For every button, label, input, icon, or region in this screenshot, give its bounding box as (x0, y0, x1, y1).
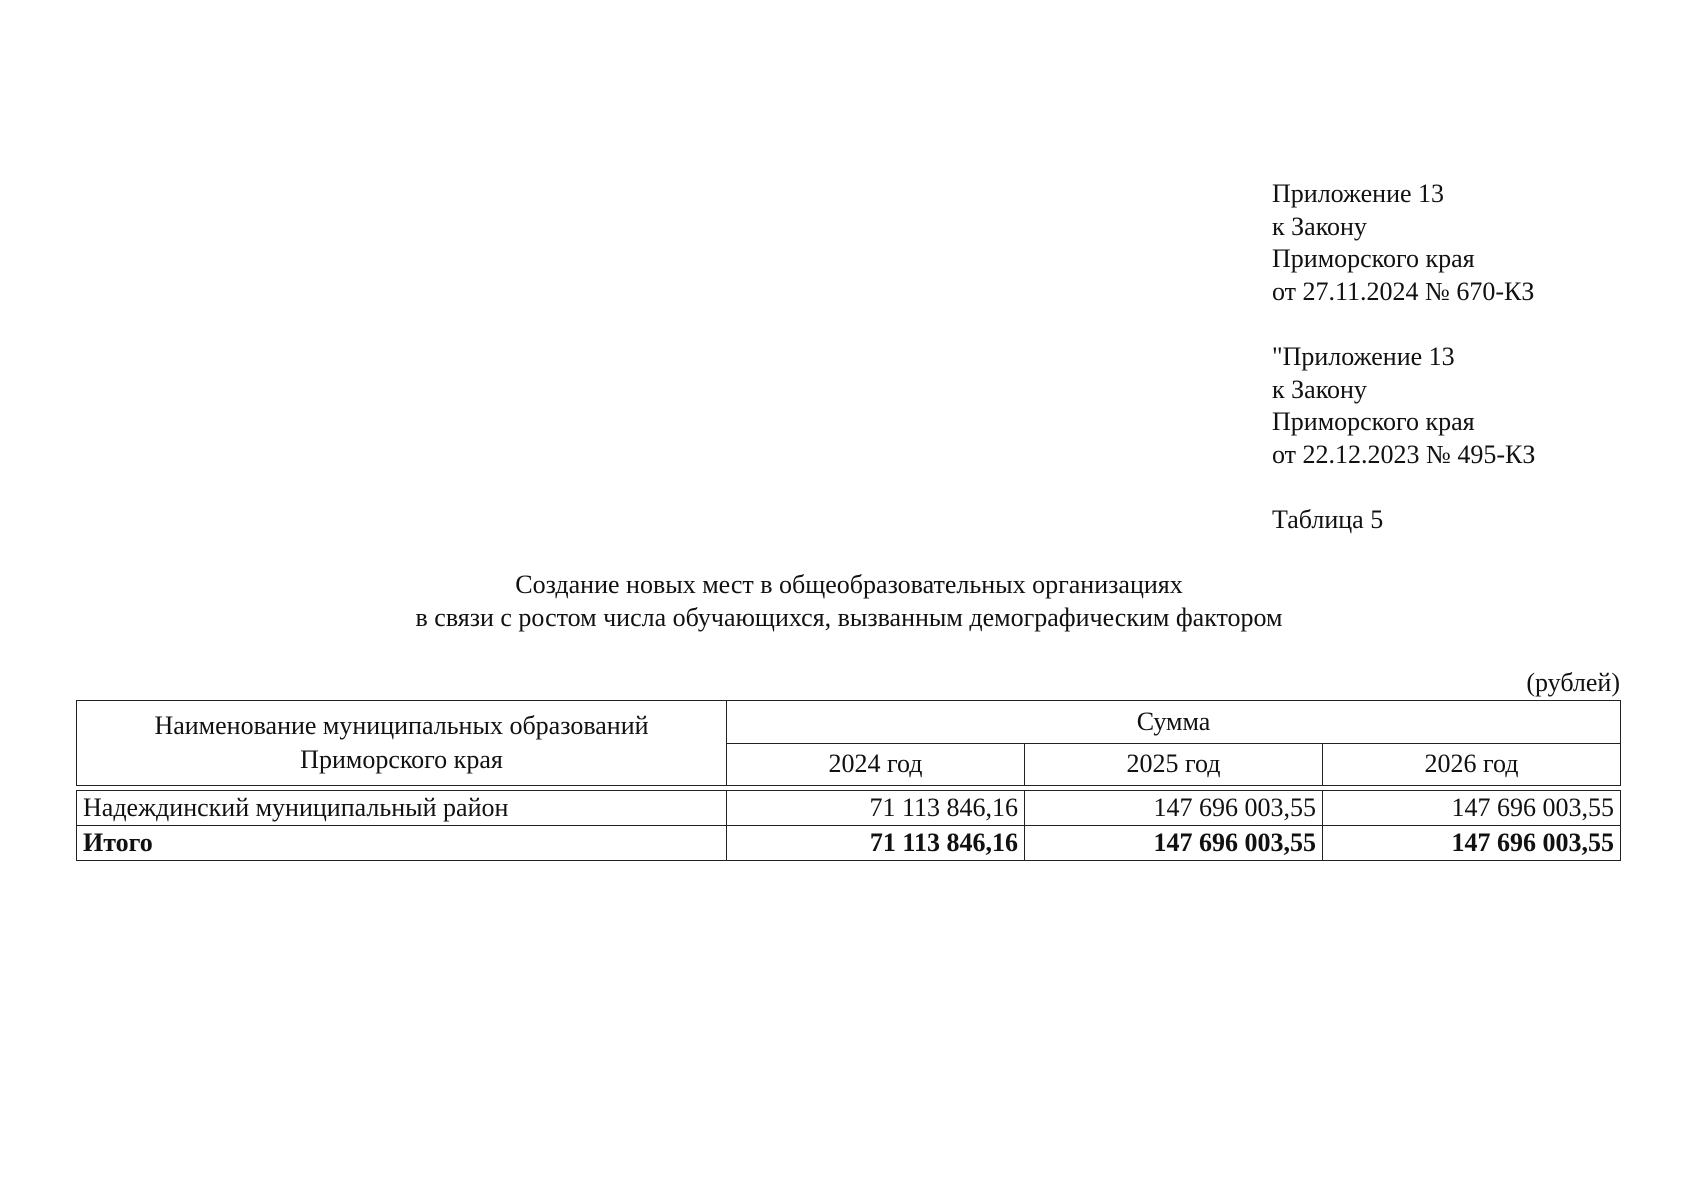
header-year-2024: 2024 год (727, 743, 1025, 786)
document-title-line: в связи с ростом числа обучающихся, вызванным демографическим фактором (415, 602, 1283, 632)
appendix-original-line: к Закону (1272, 374, 1367, 404)
total-label: Итого (77, 826, 727, 861)
appendix-original-reference (1272, 341, 1535, 471)
appendix-current-reference (1272, 178, 1534, 308)
table-total-row (77, 826, 1621, 861)
appendix-current-line: Приморского края (1272, 244, 1475, 273)
budget-table (76, 700, 1621, 861)
header-municipality-name: Наименование муниципальных образований Приморского края (77, 701, 727, 786)
header-year-2026: 2026 год (1323, 743, 1621, 786)
row-value-2024: 71 113 846,16 (727, 791, 1025, 826)
total-value-2024: 71 113 846,16 (727, 826, 1025, 861)
units-label: (рублей) (1526, 668, 1620, 697)
document-title-line: Создание новых мест в общеобразовательных организациях (515, 570, 1183, 599)
row-value-2026: 147 696 003,55 (1323, 791, 1621, 826)
appendix-original-line: от 22.12.2023 № 495-КЗ (1272, 439, 1536, 469)
appendix-current-line: от 27.11.2024 № 670-КЗ (1272, 276, 1535, 306)
row-value-2025: 147 696 003,55 (1025, 791, 1323, 826)
appendix-original-line: "Приложение 13 (1272, 342, 1455, 371)
table-number: Таблица 5 (1272, 505, 1384, 534)
total-value-2026: 147 696 003,55 (1323, 826, 1621, 861)
appendix-current-line: Приложение 13 (1272, 179, 1445, 208)
document-title (0, 569, 1698, 634)
appendix-original-line: Приморского края (1272, 407, 1475, 436)
header-year-2025: 2025 год (1025, 743, 1323, 786)
header-sum: Сумма (727, 701, 1621, 744)
row-municipality-name: Надеждинский муниципальный район (77, 791, 727, 826)
table-row (77, 791, 1621, 826)
table-header-row (77, 701, 1621, 744)
total-value-2025: 147 696 003,55 (1025, 826, 1323, 861)
appendix-current-line: к Закону (1272, 211, 1367, 241)
